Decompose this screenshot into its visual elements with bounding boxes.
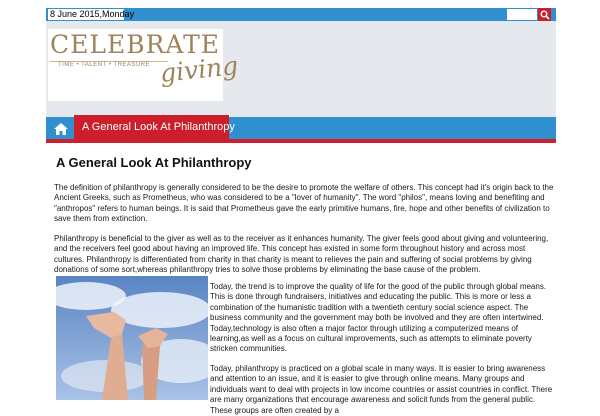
article-paragraph-2: Philanthropy is beneficial to the giver as well as to the receiver as it enhances humanity. The giver feels good about giving and volunteering, and the receivers feel good about having an improved life. This concept has existed in some form throughout history and across most cultures. Philanthropy is differentiated from charity in that charity is meant to relieves the pain and suffering of social problems by giving donations of some sort,whereas philanthropy tries to solve those problems by eliminating the base cause of the problem. — [54, 234, 549, 275]
search-icon — [540, 10, 550, 20]
main-nav — [46, 117, 556, 143]
logo-wordmark: CELEBRATE — [50, 30, 221, 59]
nav-tab-active[interactable]: A General Look At Philanthropy — [74, 115, 229, 139]
home-button[interactable] — [52, 120, 70, 137]
article-content — [46, 143, 556, 415]
article-title: A General Look At Philanthropy — [56, 155, 252, 170]
logo-script: giving — [158, 50, 240, 89]
site-header — [46, 21, 556, 117]
logo-tagline: TIME • TALENT • TREASURE — [58, 62, 151, 68]
site-logo[interactable] — [48, 29, 240, 101]
article-paragraph-4: Today, philanthropy is practiced on a global scale in many ways. It is easier to bring awareness and attention to an issue, and it is easier to give through online means. Many groups and individuals want to deal with projects in low income countries or assist countries in conflict. There are many organizations that encourage awareness and solicit funds from the general public. These groups are often created by a — [210, 364, 553, 415]
article-photo — [56, 276, 208, 400]
current-date: 8 June 2015,Monday — [50, 9, 135, 19]
home-icon — [53, 122, 69, 136]
search-button[interactable] — [538, 8, 551, 21]
top-bar — [46, 8, 556, 21]
article-paragraph-3: Today, the trend is to improve the quality of life for the good of the public through global means. This is done through fundraisers, initiatives and educating the public. This is more or less a combination of the humanistic tradition with a twentieth century social science aspect. The business community and the government may both be involved and they are often intertwined. Today,technology is also often a major factor through utilizing a computerized means of learning,as well as a focus on cultural improvements, such as attempts to eliminate poverty stricken communities. — [210, 282, 547, 354]
search-input[interactable] — [507, 9, 537, 20]
article-paragraph-1: The definition of philanthropy is generally considered to be the desire to promote the welfare of others. This concept had it's origin back to the Ancient Greeks, such as Prometheus, who was considered to be a "lover of humanity". The word "philos", means loving and benefiting and "anthropos" refers to human beings. It is said that Prometheus gave the early primitive humans, fire, hope and other benefits of civilization to save them from extinction. — [54, 183, 554, 224]
